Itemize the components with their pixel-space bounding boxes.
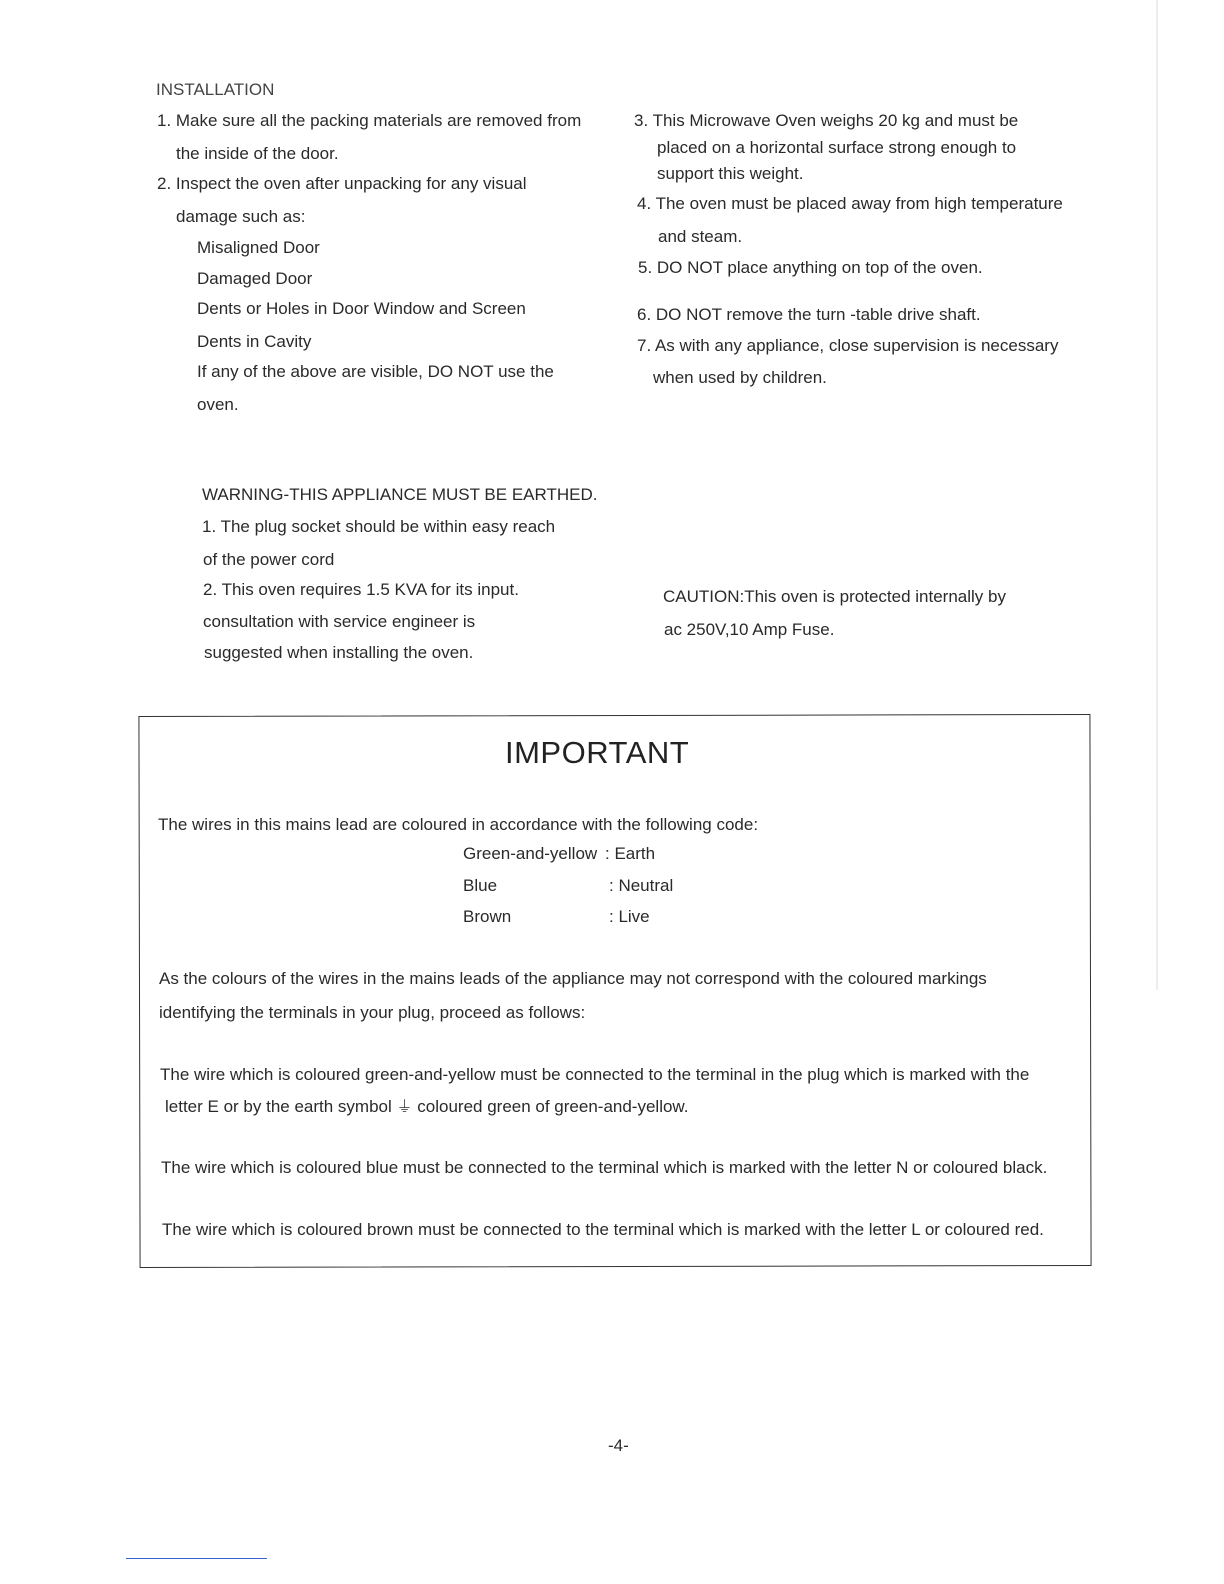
warning-line: 1. The plug socket should be within easy reach bbox=[202, 517, 556, 536]
scan-edge-shadow bbox=[1156, 0, 1158, 990]
important-box bbox=[138, 714, 1091, 1268]
warning-heading: WARNING-THIS APPLIANCE MUST BE EARTHED. bbox=[202, 485, 598, 504]
install-item-6: 6. DO NOT remove the turn -table drive shaft. bbox=[637, 305, 981, 324]
install-item-4-line-1: 4. The oven must be placed away from high temperature bbox=[637, 194, 1063, 213]
warning-line: 2. This oven requires 1.5 KVA for its input. bbox=[203, 580, 519, 599]
install-item-1-line-1: 1. Make sure all the packing materials are removed from bbox=[157, 111, 582, 130]
install-item-7-line-2: when used by children. bbox=[653, 368, 827, 387]
installation-heading: INSTALLATION bbox=[156, 80, 275, 99]
earth-rule-line-2 bbox=[165, 1097, 689, 1117]
wire-colour: Brown bbox=[463, 907, 512, 926]
install-item-3-line-3: support this weight. bbox=[657, 164, 804, 183]
install-item-2-line-1: 2. Inspect the oven after unpacking for any visual bbox=[157, 174, 527, 193]
important-title: IMPORTANT bbox=[505, 735, 690, 770]
footer-underline bbox=[126, 1558, 267, 1559]
caution-line-1: CAUTION:This oven is protected internally by bbox=[663, 587, 1006, 606]
wire-meaning: : Live bbox=[609, 907, 650, 926]
neutral-rule: The wire which is coloured blue must be connected to the terminal which is marked with the letter N or coloured black. bbox=[161, 1158, 1048, 1177]
install-item-3-line-1: 3. This Microwave Oven weighs 20 kg and must be bbox=[634, 111, 1019, 130]
colour-note-line-2: identifying the terminals in your plug, proceed as follows: bbox=[159, 1003, 586, 1022]
damage-item: Dents or Holes in Door Window and Screen bbox=[197, 299, 526, 318]
live-rule: The wire which is coloured brown must be connected to the terminal which is marked with the letter L or coloured red. bbox=[162, 1220, 1044, 1239]
earth-rule-text-a: letter E or by the earth symbol bbox=[165, 1097, 392, 1116]
install-item-4-line-2: and steam. bbox=[658, 227, 743, 246]
install-item-7-line-1: 7. As with any appliance, close supervision is necessary bbox=[637, 336, 1059, 355]
warning-line: of the power cord bbox=[203, 550, 335, 569]
visible-note-line-2: oven. bbox=[197, 395, 239, 414]
wire-meaning: : Earth bbox=[605, 844, 656, 863]
wire-colour: Blue bbox=[463, 876, 498, 895]
visible-note-line-1: If any of the above are visible, DO NOT use the bbox=[197, 362, 554, 381]
colour-note-line-1: As the colours of the wires in the mains leads of the appliance may not correspond with the coloured markings bbox=[159, 969, 987, 988]
wire-meaning: : Neutral bbox=[609, 876, 674, 895]
damage-item: Misaligned Door bbox=[197, 238, 320, 257]
earth-symbol-icon: ⏚ bbox=[396, 1097, 413, 1116]
warning-line: consultation with service engineer is bbox=[203, 612, 476, 631]
damage-item: Dents in Cavity bbox=[197, 332, 312, 351]
page-number: -4- bbox=[608, 1436, 629, 1455]
earth-rule-line-1: The wire which is coloured green-and-yellow must be connected to the terminal in the plug which is marked with the bbox=[160, 1065, 1030, 1084]
install-item-3-line-2: placed on a horizontal surface strong enough to bbox=[657, 138, 1017, 157]
install-item-5: 5. DO NOT place anything on top of the oven. bbox=[638, 258, 983, 277]
wire-code-intro: The wires in this mains lead are coloured in accordance with the following code: bbox=[158, 815, 759, 834]
install-item-2-line-2: damage such as: bbox=[176, 207, 306, 226]
wire-colour: Green-and-yellow bbox=[463, 844, 598, 863]
earth-rule-text-b: coloured green of green-and-yellow. bbox=[417, 1097, 689, 1116]
install-item-1-line-2: the inside of the door. bbox=[176, 144, 339, 163]
damage-item: Damaged Door bbox=[197, 269, 313, 288]
caution-line-2: ac 250V,10 Amp Fuse. bbox=[664, 620, 835, 639]
warning-line: suggested when installing the oven. bbox=[204, 643, 474, 662]
